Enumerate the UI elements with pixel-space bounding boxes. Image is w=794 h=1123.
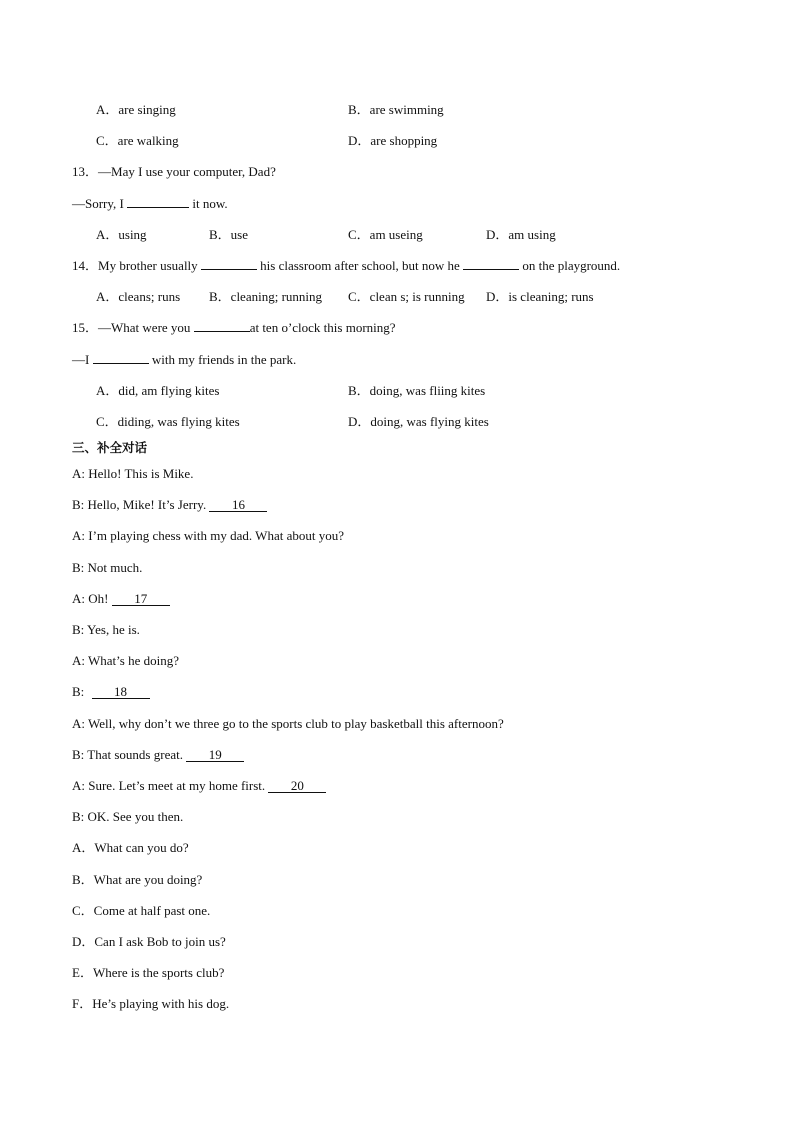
numbered-blank: 19 xyxy=(186,748,244,762)
answer-blank xyxy=(194,331,250,332)
q15-reply: —I with my friends in the park. xyxy=(72,352,297,367)
q14-option-a: A．cleans; runs xyxy=(96,289,181,304)
q15-option-b: B．doing, was fliing kites xyxy=(348,383,486,398)
dialogue-line: B: 18 xyxy=(72,684,150,700)
dialogue-line: A: What’s he doing? xyxy=(72,653,179,668)
q12-option-b: B．are swimming xyxy=(348,102,444,117)
q13-reply: —Sorry, I it now. xyxy=(72,196,228,211)
answer-blank xyxy=(463,269,519,270)
dialogue-line: B: OK. See you then. xyxy=(72,809,184,824)
dialogue-line: B: Hello, Mike! It’s Jerry. 16 xyxy=(72,497,267,513)
choice-f: F．He’s playing with his dog. xyxy=(72,996,230,1011)
choice-c: C．Come at half past one. xyxy=(72,903,211,918)
dialogue-line: A: Sure. Let’s meet at my home first. 20 xyxy=(72,778,326,794)
q13-option-d: D．am using xyxy=(486,227,556,242)
dialogue-line: A: Oh! 17 xyxy=(72,591,170,607)
q14-option-b: B．cleaning; running xyxy=(209,289,323,304)
answer-blank xyxy=(93,363,149,364)
q12-option-d: D．are shopping xyxy=(348,133,438,148)
numbered-blank: 17 xyxy=(112,592,170,606)
q12-option-c: C．are walking xyxy=(96,133,179,148)
choice-b: B．What are you doing? xyxy=(72,872,203,887)
dialogue-line: B: Not much. xyxy=(72,560,143,575)
choice-a: A．What can you do? xyxy=(72,840,189,855)
answer-blank xyxy=(127,207,189,208)
q13-prompt: 13．—May I use your computer, Dad? xyxy=(72,164,276,179)
q12-option-a: A．are singing xyxy=(96,102,176,117)
dialogue-line: A: I’m playing chess with my dad. What about you? xyxy=(72,528,344,543)
q15-option-a: A．did, am flying kites xyxy=(96,383,220,398)
q14-option-c: C．clean s; is running xyxy=(348,289,465,304)
dialogue-line: B: Yes, he is. xyxy=(72,622,140,637)
q14-prompt: 14．My brother usually his classroom after school, but now he on the playground. xyxy=(72,258,621,273)
q13-option-a: A．using xyxy=(96,227,147,242)
q15-prompt: 15．—What were you at ten o’clock this morning? xyxy=(72,320,396,335)
choice-e: E．Where is the sports club? xyxy=(72,965,225,980)
dialogue-line: A: Well, why don’t we three go to the sports club to play basketball this afternoon? xyxy=(72,716,504,731)
choice-d: D．Can I ask Bob to join us? xyxy=(72,934,226,949)
numbered-blank: 20 xyxy=(268,779,326,793)
answer-blank xyxy=(201,269,257,270)
numbered-blank: 16 xyxy=(209,498,267,512)
section-heading: 三、补全对话 xyxy=(72,440,148,455)
q13-option-c: C．am useing xyxy=(348,227,423,242)
q15-option-c: C．diding, was flying kites xyxy=(96,414,240,429)
q13-option-b: B．use xyxy=(209,227,249,242)
numbered-blank: 18 xyxy=(92,685,150,699)
dialogue-line: A: Hello! This is Mike. xyxy=(72,466,194,481)
dialogue-line: B: That sounds great. 19 xyxy=(72,747,244,763)
q14-option-d: D．is cleaning; runs xyxy=(486,289,594,304)
q15-option-d: D．doing, was flying kites xyxy=(348,414,489,429)
